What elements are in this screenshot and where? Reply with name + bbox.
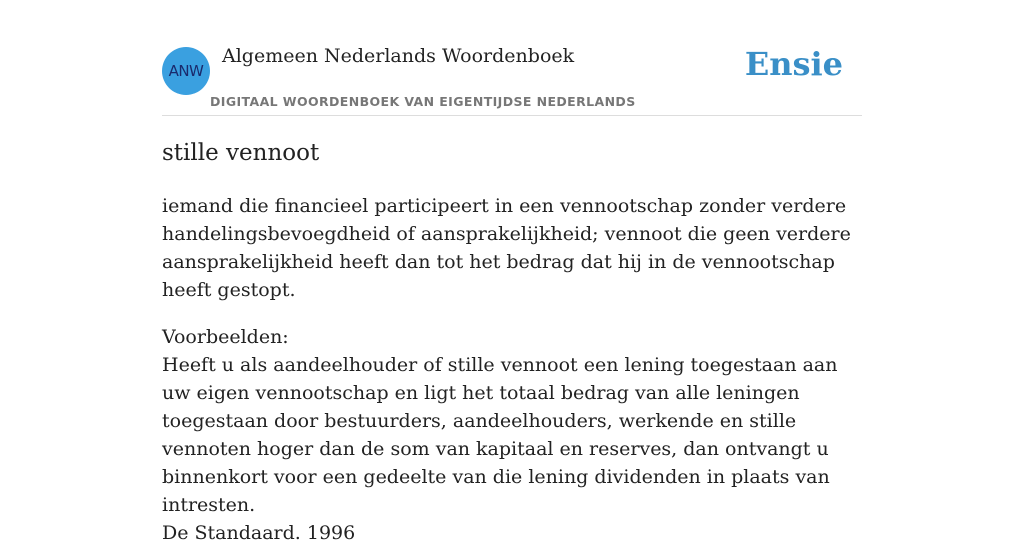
headword: stille vennoot — [162, 140, 320, 166]
examples-label: Voorbeelden: — [162, 326, 289, 348]
ensie-brand-link[interactable]: Ensie — [744, 45, 843, 83]
example-text: Heeft u als aandeelhouder of stille vennoot een lening toegestaan aan uw eigen vennootschap en ligt het totaal bedrag van alle leningen toegestaan door bestuurders, aandeelhouders, werkende en stille vennoten hoger dan de som van kapitaal en reserves, dan ontvangt u binnenkort voor een gedeelte van die lening dividenden in plaats van intresten. — [162, 354, 838, 516]
source-subtitle: DIGITAAL WOORDENBOEK VAN EIGENTIJDSE NEDERLANDS — [210, 94, 636, 109]
source-title[interactable]: Algemeen Nederlands Woordenboek — [222, 45, 575, 67]
anw-logo[interactable]: ANW — [162, 47, 210, 95]
definition-text: iemand die financieel participeert in een vennootschap zonder verdere handelingsbevoegdheid of aansprakelijkheid; vennoot die geen verdere aansprakelijkheid heeft dan tot het bedrag dat hij in de vennootschap heeft gestopt. — [162, 195, 851, 301]
examples-section — [162, 323, 862, 547]
dictionary-card — [162, 0, 862, 544]
header-divider — [162, 115, 862, 116]
example-source: De Standaard. 1996 — [162, 522, 356, 544]
